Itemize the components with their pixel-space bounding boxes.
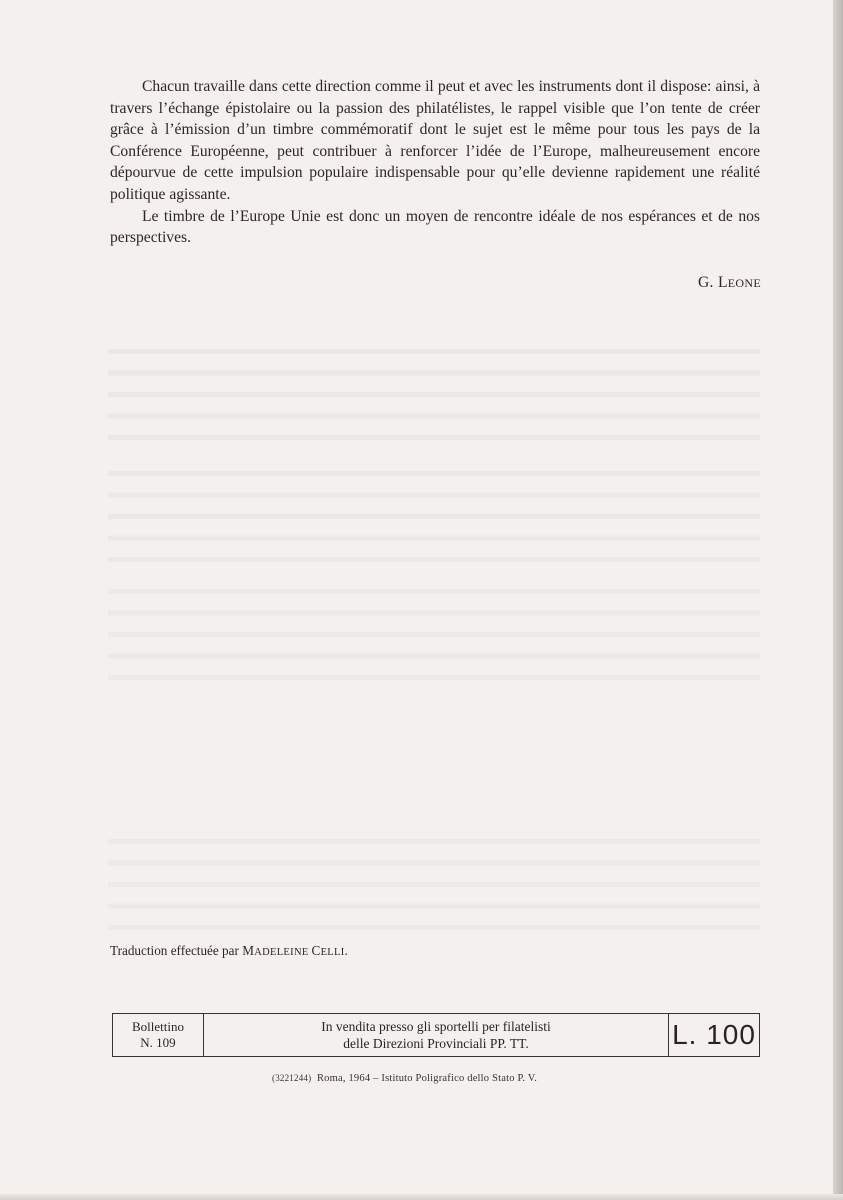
printer-code: (3221244) xyxy=(272,1073,312,1083)
printer-imprint xyxy=(272,1073,537,1084)
article-paragraph-2: Le timbre de l’Europe Unie est donc un moyen de rencontre idéale de nos espérances et de nos perspectives. xyxy=(110,207,760,247)
price: L. 100 xyxy=(672,1019,756,1050)
article-body xyxy=(110,76,760,249)
signature-initial: G. L xyxy=(698,274,728,291)
bulletin-label: Bollettino xyxy=(132,1019,184,1034)
article-paragraph-1: Chacun travaille dans cette direction comme il peut et avec les instruments dont il dispose: ainsi, à travers l’échange épistolaire ou la passion des philatélistes, le rappel visible que l’on tente de créer grâce à l’émission d’un timbre commémoratif dont le sujet est le même pour tous les pays de la Conférence Européenne, peut contribuer à renforcer l’idée de l’Europe, malheureusement encore dépourvue de cette impulsion populaire indispensable pour qu’elle devienne rapidement une réalité politique agissante. xyxy=(110,78,760,203)
translation-prefix: Traduction effectuée par xyxy=(110,943,239,958)
signature-rest: EONE xyxy=(727,276,761,290)
sale-line-1: In vendita presso gli sportelli per filatelisti xyxy=(321,1019,551,1034)
translator-last-initial: C xyxy=(311,943,321,958)
price-cell xyxy=(668,1014,759,1056)
translator-last-rest: ELLI xyxy=(320,947,345,958)
bulletin-cell xyxy=(113,1014,204,1056)
footer-info-box xyxy=(112,1013,760,1057)
translator-first-initial: M xyxy=(242,943,255,958)
author-signature xyxy=(698,274,761,292)
bulletin-number: N. 109 xyxy=(140,1035,176,1050)
page-bottom-edge xyxy=(0,1194,843,1200)
translation-credit xyxy=(110,943,348,959)
page-edge-shadow xyxy=(833,0,843,1200)
sale-info-cell xyxy=(204,1014,668,1056)
translator-first-rest: ADELEINE xyxy=(254,947,309,958)
translation-suffix: . xyxy=(344,943,348,958)
printer-text: Roma, 1964 – Istituto Poligrafico dello Stato P. V. xyxy=(316,1073,538,1084)
translator-name xyxy=(242,943,345,958)
sale-line-2: delle Direzioni Provinciali PP. TT. xyxy=(343,1036,529,1051)
